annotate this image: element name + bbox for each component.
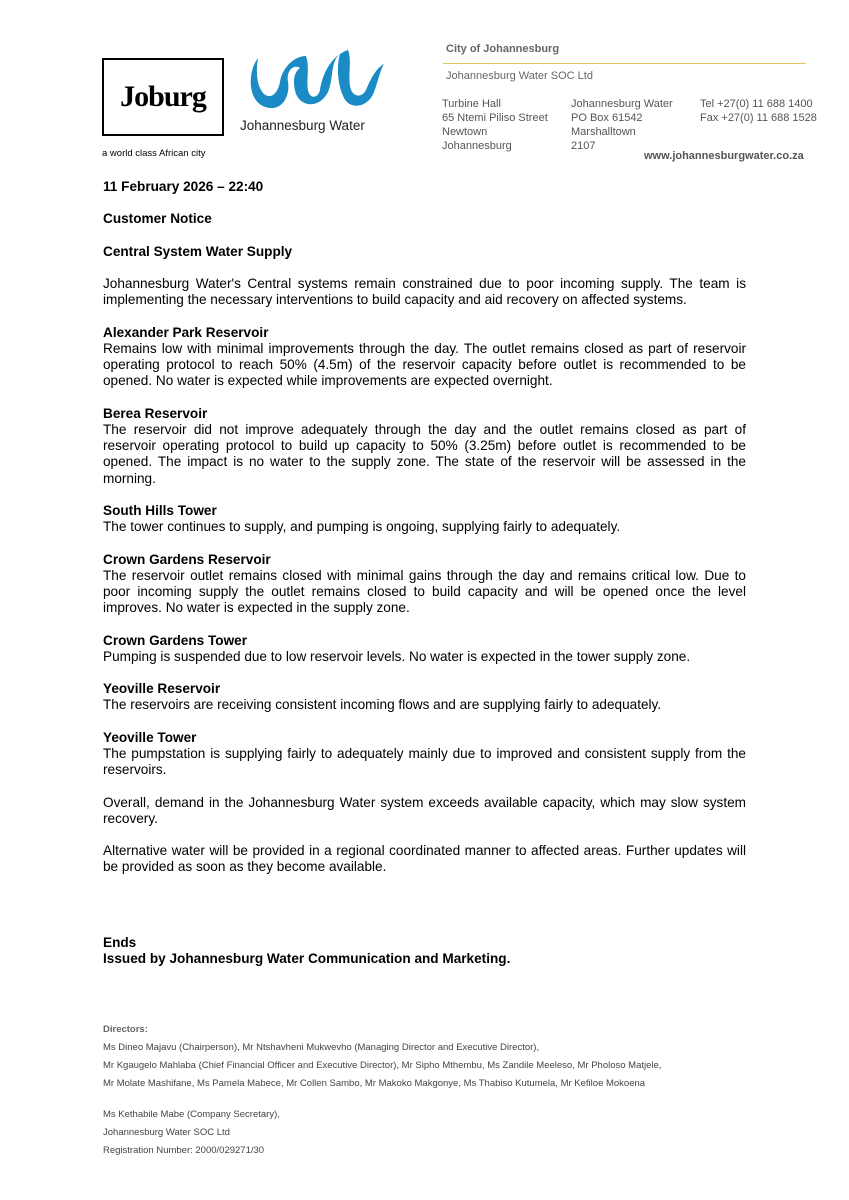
website-link[interactable]: www.johannesburgwater.co.za [644,150,804,162]
address-line: Johannesburg [442,140,512,152]
johannesburg-water-logo [240,46,392,138]
address-line: PO Box 61542 [571,112,643,124]
section-text: The reservoirs are receiving consistent incoming flows and are supplying fairly to adequately. [103,697,662,713]
section-heading: South Hills Tower [103,502,217,518]
header-divider [443,63,806,64]
registration-number: Registration Number: 2000/029271/30 [103,1145,265,1156]
directors-line: Mr Kgaugelo Mahlaba (Chief Financial Officer and Executive Director), Mr Sipho Mthembu, Ms Zandile Meeleso, Mr Pholoso Matjele, [103,1060,662,1071]
section-heading: Alexander Park Reservoir [103,324,269,340]
city-name: City of Johannesburg [446,43,560,55]
section-text: The reservoir outlet remains closed with minimal gains through the day and remains critical low. Due to poor incoming supply the outlet remains closed to build capacity and will be opened once the level improves. No water is expected in the supply zone. [103,567,746,616]
issued-by: Issued by Johannesburg Water Communication and Marketing. [103,951,511,967]
section-text: Remains low with minimal improvements through the day. The outlet remains closed as part of reservoir operating protocol to reach 50% (4.5m) of the reservoir capacity before outlet is recommended to be opened. No water is expected while improvements are expected overnight. [103,340,746,389]
address-line: Marshalltown [571,126,636,138]
phone-number: Tel +27(0) 11 688 1400 [700,98,813,110]
section-heading: Yeoville Tower [103,729,197,745]
notice-closing [103,935,510,967]
directors-line: Ms Dineo Majavu (Chairperson), Mr Ntshavheni Mukwevho (Managing Director and Executive Director), [103,1042,540,1053]
physical-address [442,97,548,153]
ends-label: Ends [103,935,137,950]
postal-address [571,97,673,153]
section-heading: Yeoville Reservoir [103,681,221,697]
section-text: Pumping is suspended due to low reservoir levels. No water is expected in the tower supply zone. [103,648,691,664]
section-text: The pumpstation is supplying fairly to adequately mainly due to improved and consistent supply from the reservoirs. [103,745,746,778]
section-heading: Berea Reservoir [103,405,208,421]
address-line: Newtown [442,126,488,138]
directors-label: Directors: [103,1024,148,1035]
water-wave-icon [244,46,388,116]
notice-intro: Johannesburg Water's Central systems remain constrained due to poor incoming supply. The team is implementing the necessary interventions to build capacity and aid recovery on affected systems. [103,276,746,308]
section-text: The reservoir did not improve adequately through the day and the outlet remains closed as part of reservoir operating protocol to build up capacity to 50% (3.25m) before outlet is recommended to be opened. The impact is no water to the supply zone. The state of the reservoir will be assessed in the morning. [103,421,746,486]
joburg-tagline: a world class African city [102,148,206,159]
notice-type: Customer Notice [103,211,212,227]
section-heading: Crown Gardens Reservoir [103,551,271,567]
notice-title: Central System Water Supply [103,243,293,259]
section-text: The tower continues to supply, and pumping is ongoing, supplying fairly to adequately. [103,519,621,535]
address-line: 65 Ntemi Piliso Street [442,112,548,124]
overall-statement: Overall, demand in the Johannesburg Water system exceeds available capacity, which may slow system recovery. [103,794,746,826]
directors-line: Mr Molate Mashifane, Ms Pamela Mabece, Mr Collen Sambo, Mr Makoko Makgonye, Ms Thabiso Kutumela, Mr Kefiloe Mokoena [103,1078,646,1089]
johannesburg-water-wordmark: Johannesburg Water [240,118,365,133]
joburg-logo-text: Joburg [120,80,206,113]
fax-number: Fax +27(0) 11 688 1528 [700,112,817,124]
contact-numbers [700,97,817,125]
joburg-logo [102,58,224,136]
directors-list [103,1021,661,1093]
notice-body [103,179,746,876]
secretary-line: Johannesburg Water SOC Ltd [103,1127,230,1138]
company-name: Johannesburg Water SOC Ltd [446,70,593,82]
company-secretary-block [103,1106,280,1160]
alternative-supply-statement: Alternative water will be provided in a regional coordinated manner to affected areas. Further updates will be provided as soon as they become available. [103,843,746,875]
address-line: Johannesburg Water [571,98,673,110]
notice-date: 11 February 2026 – 22:40 [103,179,264,194]
address-line: 2107 [571,140,596,152]
secretary-line: Ms Kethabile Mabe (Company Secretary), [103,1109,280,1120]
address-line: Turbine Hall [442,98,501,110]
section-heading: Crown Gardens Tower [103,632,248,648]
